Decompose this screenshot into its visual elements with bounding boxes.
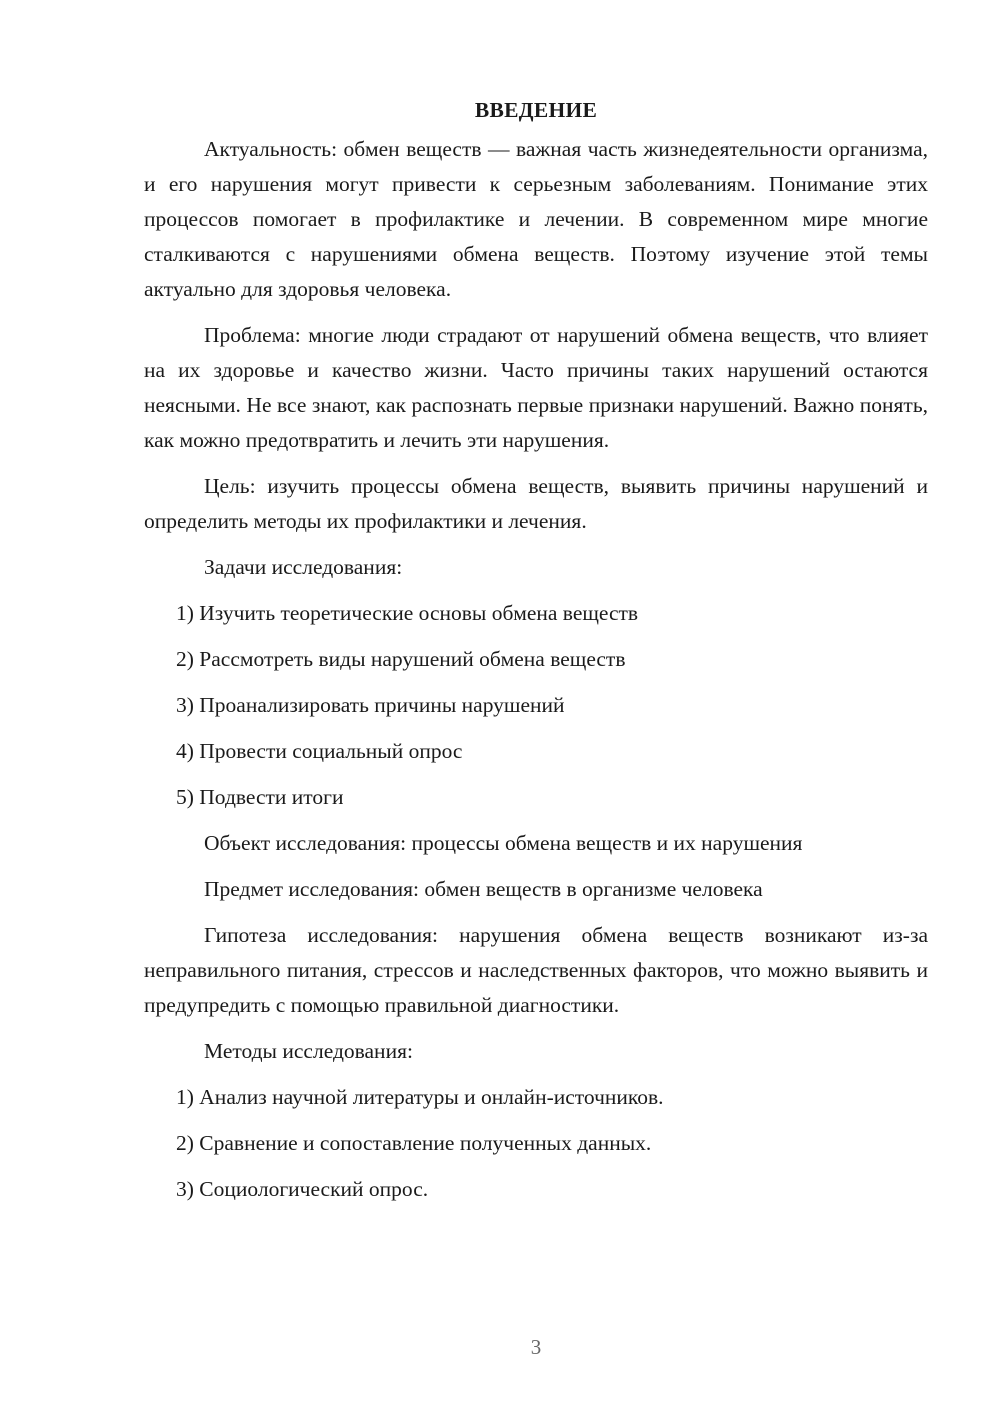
list-item: 3) Социологический опрос. xyxy=(176,1177,429,1201)
problem-paragraph: Проблема: многие люди страдают от нарушений обмена веществ, что влияет на их здоровье и качество жизни. Часто причины таких нарушений остаются неясными. Не все знают, как распознать первые признаки нарушений. Важно понять, как можно предотвратить и лечить эти нарушения. xyxy=(144,323,928,452)
methods-heading: Методы исследования: xyxy=(204,1039,413,1063)
list-item: 4) Провести социальный опрос xyxy=(176,739,463,763)
list-item: 3) Проанализировать причины нарушений xyxy=(176,693,565,717)
section-title: ВВЕДЕНИЕ xyxy=(474,98,598,122)
methods-list xyxy=(144,1080,928,1207)
goal-paragraph: Цель: изучить процессы обмена веществ, выявить причины нарушений и определить методы их профилактики и лечения. xyxy=(144,474,928,533)
list-item: 1) Изучить теоретические основы обмена веществ xyxy=(176,601,639,625)
relevance-paragraph: Актуальность: обмен веществ — важная часть жизнедеятельности организма, и его нарушения могут привести к серьезным заболеваниям. Понимание этих процессов помогает в профилактике и лечении. В современном мире многие сталкиваются с нарушениями обмена веществ. Поэтому изучение этой темы актуально для здоровья человека. xyxy=(144,137,928,301)
list-item: 1) Анализ научной литературы и онлайн-источников. xyxy=(176,1085,664,1109)
tasks-heading: Задачи исследования: xyxy=(204,555,403,579)
list-item: 5) Подвести итоги xyxy=(176,785,344,809)
research-object: Объект исследования: процессы обмена веществ и их нарушения xyxy=(204,831,803,855)
page-content xyxy=(144,93,928,1218)
hypothesis-paragraph: Гипотеза исследования: нарушения обмена веществ возникают из-за неправильного питания, стрессов и наследственных факторов, что можно выявить и предупредить с помощью правильной диагностики. xyxy=(144,923,928,1017)
tasks-list xyxy=(144,596,928,815)
list-item: 2) Рассмотреть виды нарушений обмена веществ xyxy=(176,647,626,671)
research-subject: Предмет исследования: обмен веществ в организме человека xyxy=(204,877,763,901)
page-number: 3 xyxy=(530,1335,542,1359)
list-item: 2) Сравнение и сопоставление полученных данных. xyxy=(176,1131,652,1155)
